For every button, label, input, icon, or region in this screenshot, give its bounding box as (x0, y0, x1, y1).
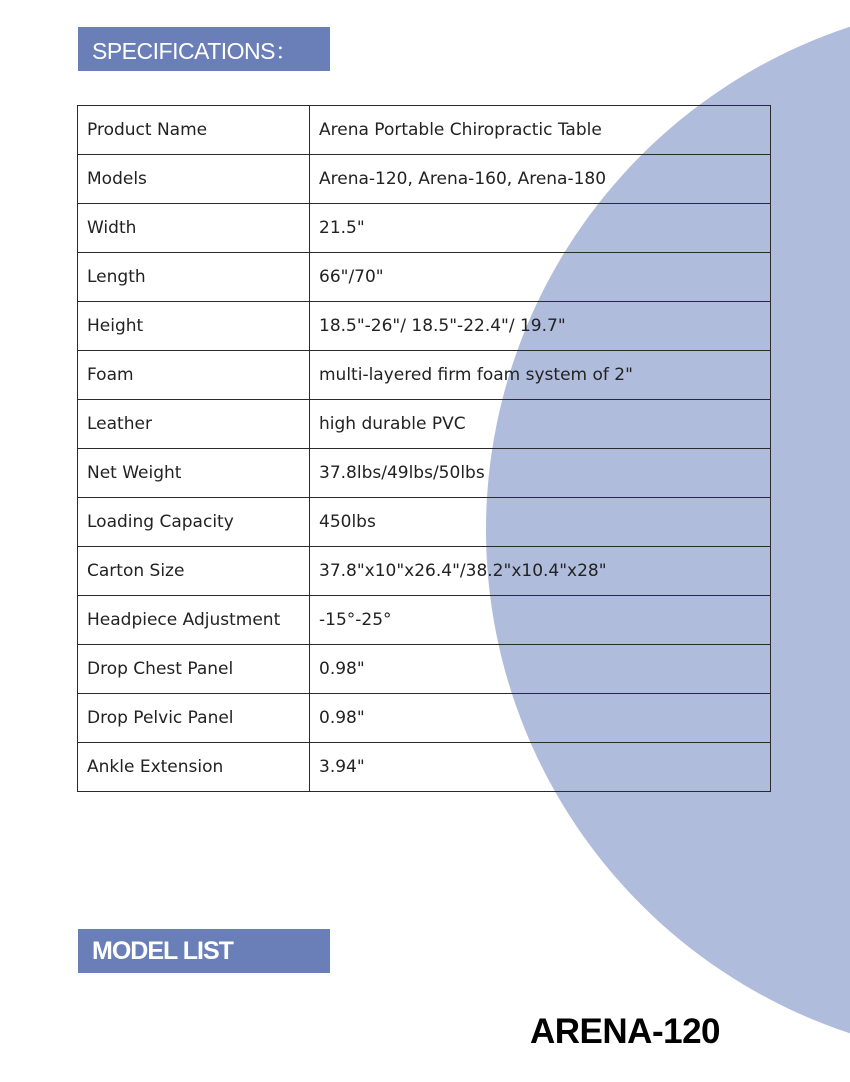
spec-value: 37.8"x10"x26.4"/38.2"x10.4"x28" (310, 547, 771, 596)
spec-value: multi-layered firm foam system of 2" (310, 351, 771, 400)
table-row (78, 449, 771, 498)
spec-label: Length (78, 253, 310, 302)
spec-value: -15°-25° (310, 596, 771, 645)
spec-value: Arena Portable Chiropractic Table (310, 106, 771, 155)
spec-value: 0.98" (310, 645, 771, 694)
spec-value: 3.94" (310, 743, 771, 792)
table-row (78, 596, 771, 645)
model-list-title: MODEL LIST (92, 936, 233, 965)
spec-value: 37.8lbs/49lbs/50lbs (310, 449, 771, 498)
table-row (78, 694, 771, 743)
table-row (78, 498, 771, 547)
specifications-title: SPECIFICATIONS： (92, 37, 298, 64)
table-row (78, 351, 771, 400)
table-row (78, 645, 771, 694)
spec-label: Loading Capacity (78, 498, 310, 547)
spec-label: Foam (78, 351, 310, 400)
spec-label: Models (78, 155, 310, 204)
spec-label: Net Weight (78, 449, 310, 498)
spec-label: Ankle Extension (78, 743, 310, 792)
spec-value: 18.5"-26"/ 18.5"-22.4"/ 19.7" (310, 302, 771, 351)
table-row (78, 253, 771, 302)
table-row (78, 302, 771, 351)
model-name: ARENA-120 (530, 1012, 720, 1051)
spec-label: Height (78, 302, 310, 351)
table-row (78, 204, 771, 253)
spec-value: high durable PVC (310, 400, 771, 449)
table-row (78, 743, 771, 792)
spec-label: Width (78, 204, 310, 253)
spec-value: 21.5" (310, 204, 771, 253)
spec-label: Drop Pelvic Panel (78, 694, 310, 743)
table-row (78, 547, 771, 596)
table-row (78, 400, 771, 449)
table-row (78, 106, 771, 155)
model-list-header (78, 929, 330, 973)
specifications-header (78, 27, 330, 71)
spec-label: Carton Size (78, 547, 310, 596)
spec-value: 0.98" (310, 694, 771, 743)
specifications-table (77, 105, 771, 792)
spec-value: Arena-120, Arena-160, Arena-180 (310, 155, 771, 204)
spec-label: Drop Chest Panel (78, 645, 310, 694)
spec-label: Headpiece Adjustment (78, 596, 310, 645)
spec-value: 66"/70" (310, 253, 771, 302)
spec-value: 450lbs (310, 498, 771, 547)
spec-label: Leather (78, 400, 310, 449)
table-row (78, 155, 771, 204)
spec-label: Product Name (78, 106, 310, 155)
